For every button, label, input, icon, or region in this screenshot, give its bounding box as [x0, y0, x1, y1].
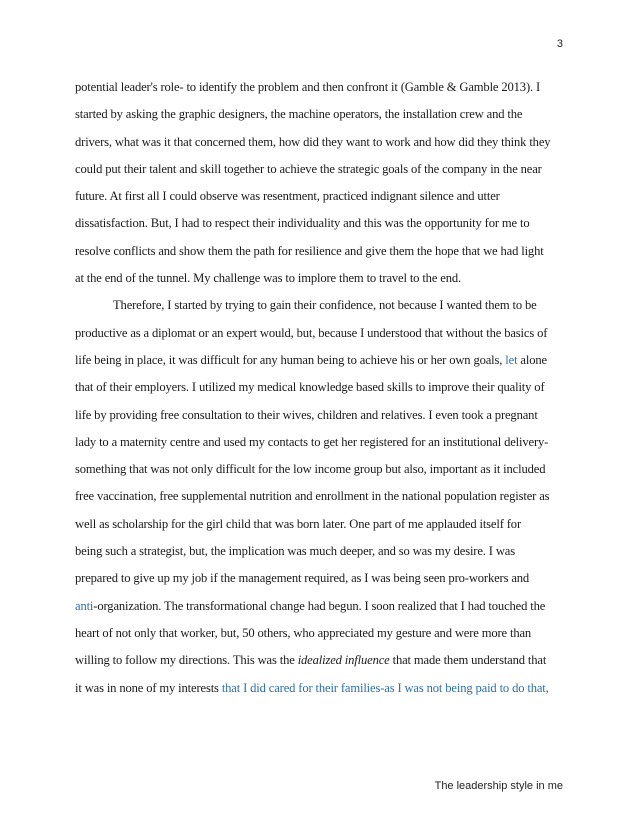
text-line [75, 374, 570, 401]
text-run: life by providing free consultation to their wives, children and relatives. I even took a pregnant [75, 407, 538, 422]
text-run: it was in none of my interests [75, 680, 222, 695]
text-run: resolve conflicts and show them the path for resilience and give them the hope that we had light [75, 243, 544, 258]
text-line [75, 347, 570, 374]
text-line [75, 183, 570, 210]
text-line [75, 511, 570, 538]
text-line [75, 402, 570, 429]
italic-text: idealized influence [297, 653, 390, 668]
text-run: being such a strategist, but, the implication was much deeper, and so was my desire. I was [75, 544, 515, 559]
text-run: Therefore, I started by trying to gain their confidence, not because I wanted them to be [113, 298, 537, 313]
text-line [75, 538, 570, 565]
text-line [75, 129, 570, 156]
text-run: started by asking the graphic designers, the machine operators, the installation crew and the [75, 107, 523, 122]
text-line [75, 483, 570, 510]
highlighted-text: anti [75, 598, 94, 613]
text-line [75, 593, 570, 620]
text-run: drivers, what was it that concerned them, how did they want to work and how did they think they [75, 134, 551, 149]
text-line [75, 620, 570, 647]
text-line [75, 292, 570, 319]
text-run: that made them understand that [389, 653, 547, 668]
text-run: future. At first all I could observe was resentment, practiced indignant silence and utter [75, 189, 500, 204]
text-run: something that was not only difficult for the low income group but also, important as it included [75, 462, 546, 477]
text-run: -organization. The transformational change had begun. I soon realized that I had touched the [93, 598, 546, 613]
text-line [75, 74, 570, 101]
highlighted-text: that I did cared for their families-as I was not being paid to do that, [221, 680, 549, 695]
text-line [75, 456, 570, 483]
text-run: well as scholarship for the girl child that was born later. One part of me applauded itself for [75, 516, 521, 531]
text-run: alone [517, 352, 547, 367]
text-line [75, 565, 570, 592]
text-run: willing to follow my directions. This was the [75, 653, 298, 668]
text-run: life being in place, it was difficult for any human being to achieve his or her own goals, [75, 352, 506, 367]
text-run: prepared to give up my job if the management required, as I was being seen pro-workers and [75, 571, 530, 586]
text-run: heart of not only that worker, but, 50 others, who appreciated my gesture and were more than [75, 625, 532, 640]
text-run: could put their talent and skill together to achieve the strategic goals of the company in the near [75, 161, 542, 176]
body-text [75, 74, 570, 702]
text-line [75, 101, 570, 128]
page-footer: The leadership style in me [434, 780, 563, 792]
text-run: free vaccination, free supplemental nutrition and enrollment in the national population register as [75, 489, 550, 504]
page-number: 3 [556, 38, 563, 50]
text-line [75, 429, 570, 456]
text-line [75, 647, 570, 674]
highlighted-text: let [505, 352, 518, 367]
text-line [75, 265, 570, 292]
text-run: potential leader's role- to identify the problem and then confront it (Gamble & Gamble 2013). I [75, 80, 541, 94]
text-line [75, 156, 570, 183]
text-run: productive as a diplomat or an expert would, but, because I understood that without the basics of [75, 325, 548, 340]
text-line [75, 675, 570, 702]
text-line [75, 238, 570, 265]
text-line [75, 210, 570, 237]
text-run: dissatisfaction. But, I had to respect their individuality and this was the opportunity for me to [75, 216, 530, 231]
text-run: at the end of the tunnel. My challenge was to implore them to travel to the end. [75, 271, 461, 286]
text-run: lady to a maternity centre and used my contacts to get her registered for an institutional delivery- [75, 434, 549, 449]
text-run: that of their employers. I utilized my medical knowledge based skills to improve their quality of [75, 380, 545, 395]
text-line [75, 320, 570, 347]
